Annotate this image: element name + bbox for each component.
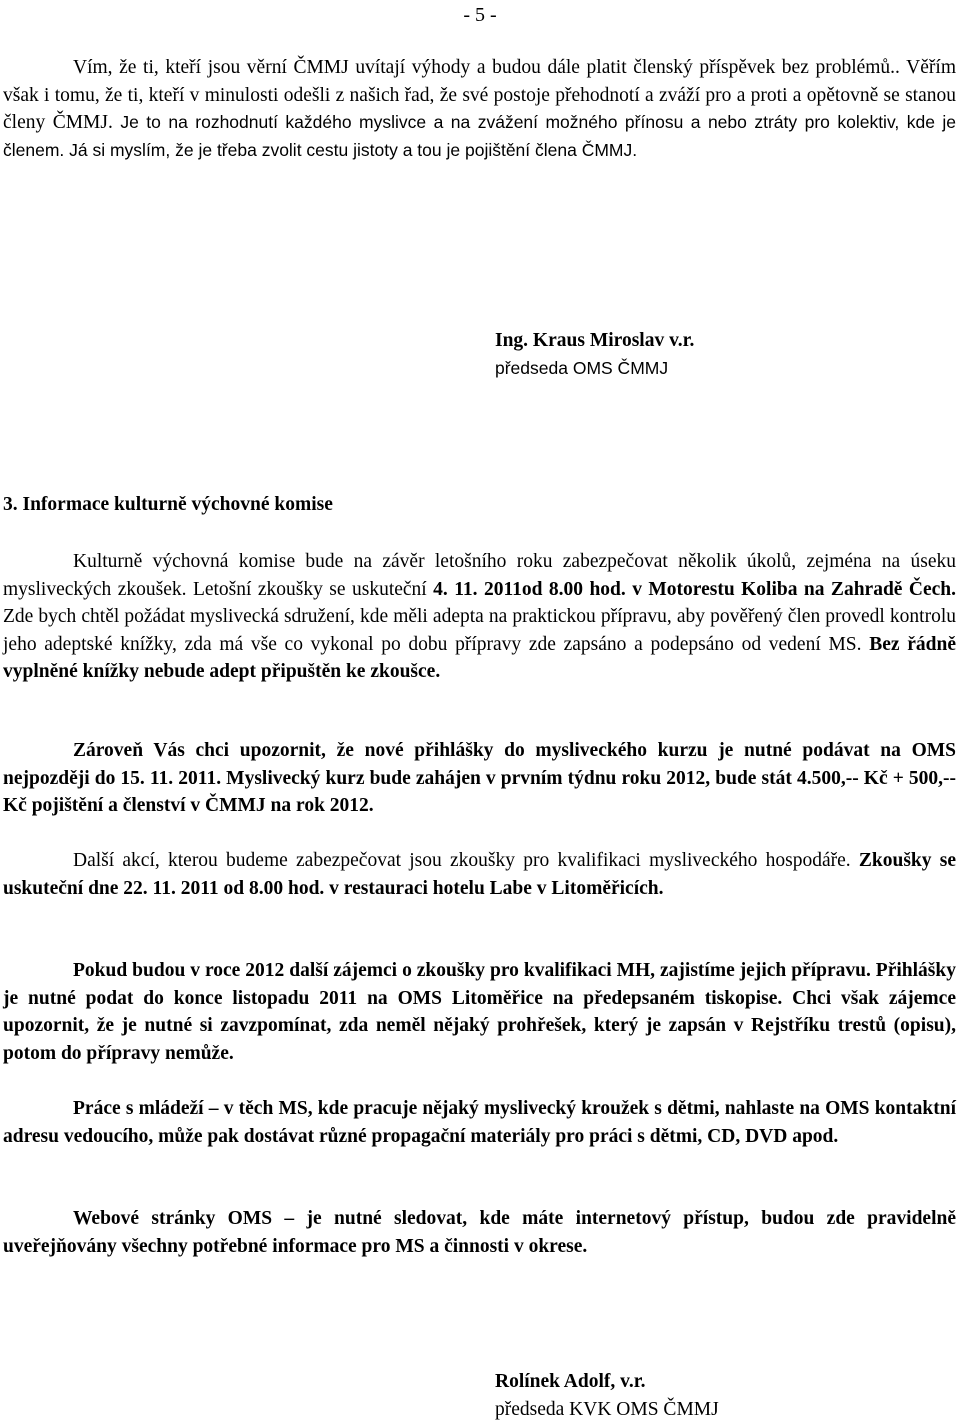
signature-role: předseda KVK OMS ČMMJ: [495, 1396, 719, 1423]
section-heading: 3. Informace kulturně výchovné komise: [3, 491, 333, 518]
paragraph-course: Zároveň Vás chci upozornit, že nové přihlášky do mysliveckého kurzu je nutné podávat na OMS nejpozději do 15. 11. 2011. Myslivecký kurz bude zahájen v prvním týdnu roku 2012, bude stát 4.500,-- Kč + 500,-- Kč pojištění a členství v ČMMJ na rok 2012.: [3, 737, 956, 820]
paragraph-hospodar: [3, 847, 956, 902]
p1-date: 4. 11. 2011od 8.00 hod.: [433, 579, 626, 600]
signature-role: předseda OMS ČMMJ: [495, 355, 694, 383]
p1-text-1: Kulturně výchovná komise bude na závěr letošního roku zabezpečovat několik úkolů, zejména na úseku mysliveckých zkoušek. Letošní zkoušky se uskuteční: [3, 551, 956, 600]
p1-venue: v Motorestu Koliba na Zahradě Čech.: [632, 579, 956, 600]
signature-name: Ing. Kraus Miroslav v.r.: [495, 327, 694, 355]
intro-sentence-serif: Vím, že ti, kteří jsou věrní ČMMJ uvítají výhody a budou dále platit členský příspěvek bez problémů.. Věřím však i tomu, že ti, kteří v minulosti odešli z našich řad, že své postoje přehodnotí a zváží pro a proti a opětovně se stanou členy ČMMJ.: [3, 57, 956, 133]
p1-warning: Bez řádně vyplněné knížky nebude adept připuštěn ke zkoušce.: [3, 634, 956, 683]
signature-rolinek: [495, 1368, 719, 1423]
p3-text: Další akcí, kterou budeme zabezpečovat jsou zkoušky pro kvalifikaci mysliveckého hospodáře.: [73, 850, 859, 871]
intro-paragraph: [3, 54, 956, 164]
paragraph-youth: Práce s mládeží – v těch MS, kde pracuje nějaký myslivecký kroužek s dětmi, nahlaste na OMS kontaktní adresu vedoucího, může pak dostávat různé propagační materiály pro práci s dětmi, CD, DVD apod.: [3, 1095, 956, 1150]
p3-exam-info: Zkoušky se uskuteční dne 22. 11. 2011 od 8.00 hod. v restauraci hotelu Labe v Litoměřicích.: [3, 850, 956, 899]
signature-kraus: [495, 327, 694, 382]
paragraph-website: Webové stránky OMS – je nutné sledovat, kde máte internetový přístup, budou zde pravidelně uveřejňovány všechny potřebné informace pro MS a činnosti v okrese.: [3, 1205, 956, 1260]
paragraph-exams: [3, 548, 956, 686]
paragraph-mh-applicants: Pokud budou v roce 2012 další zájemci o zkoušky pro kvalifikaci MH, zajistíme jejich přípravu. Přihlášky je nutné podat do konce listopadu 2011 na OMS Litoměřice na předepsaném tiskopise. Chci však zájemce upozornit, že je nutné si zavzpomínat, zda neměl nějaký prohřešek, který je zapsán v Rejstříku trestů (opisu), potom do přípravy nemůže.: [3, 957, 956, 1067]
intro-sentence-sans: Je to na rozhodnutí každého myslivce a na zvážení možného přínosu a nebo ztráty pro kolektiv, kde je členem. Já si myslím, že je třeba zvolit cestu jistoty a tou je pojištění člena ČMMJ.: [3, 112, 956, 160]
signature-name: Rolínek Adolf, v.r.: [495, 1368, 719, 1396]
p1-text-3: Zde bych chtěl požádat myslivecká sdružení, kde měli adepta na praktickou přípravu, aby pověřený člen provedl kontrolu jeho adeptské knížky, zda má vše co vykonal po dobu přípravy zde zapsáno a podepsáno od vedení MS.: [3, 606, 956, 655]
page-number: - 5 -: [0, 2, 960, 28]
